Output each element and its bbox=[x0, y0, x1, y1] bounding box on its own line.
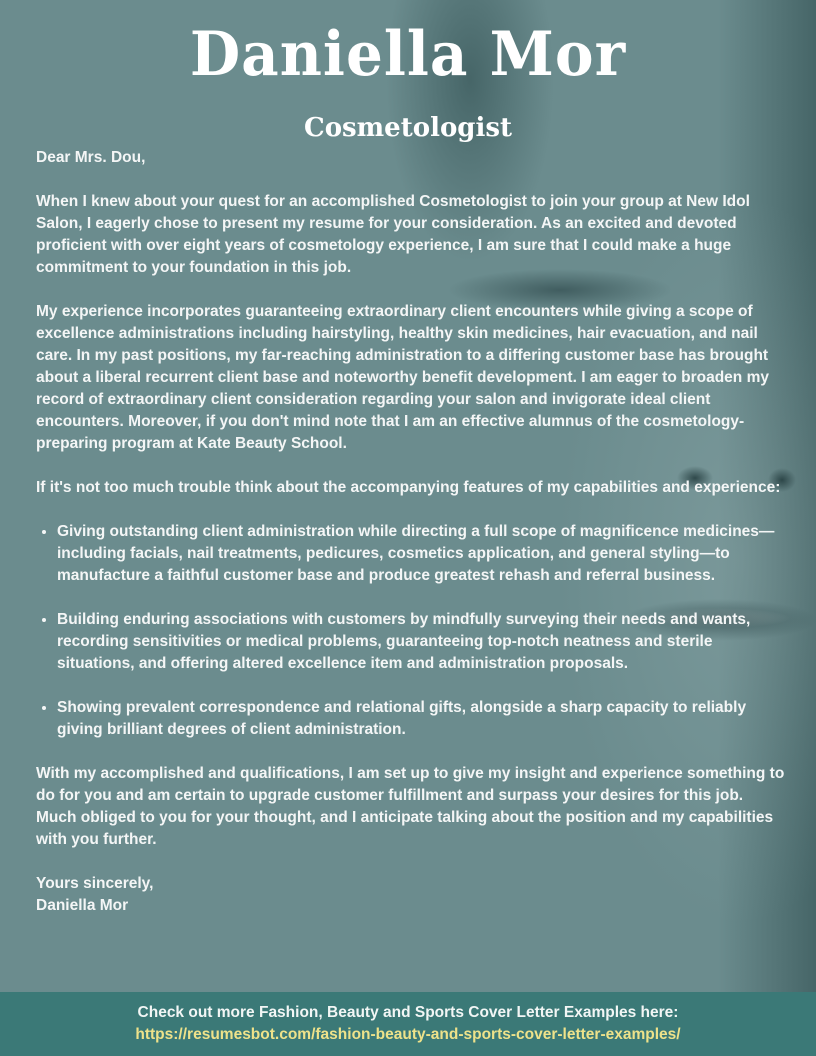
list-item: • Giving outstanding client administration while directing a full scope of magnificence medicines—including facials, nail treatments, pedicures, cosmetics application, and general styling—to manufacture a faithful customer base and produce greatest rehash and referral business. bbox=[57, 521, 786, 587]
paragraph-closing: With my accomplished and qualifications, I am set up to give my insight and experience something to do for you and am certain to upgrade customer fulfillment and surpass your desires for this job. Much obliged to you for your thought, and I anticipate talking about the position and my capabilities with you further. bbox=[36, 765, 785, 848]
highlights-list bbox=[36, 521, 786, 741]
paragraph-experience: My experience incorporates guaranteeing extraordinary client encounters while giving a scope of excellence administrations including hairstyling, healthy skin medicines, hair evacuation, and nail care. In my past positions, my far-reaching administration to a differing customer base has brought about a liberal recurrent client base and noteworthy benefit development. I am eager to broaden my record of extraordinary client consideration regarding your salon and invigorate ideal client encounters. Moreover, if you don't mind note that I am an effective alumnus of the cosmetology-preparing program at Kate Beauty School. bbox=[36, 303, 769, 452]
footer-examples-link[interactable]: https://resumesbot.com/fashion-beauty-and-sports-cover-letter-examples/ bbox=[135, 1026, 681, 1043]
signature: Daniella Mor bbox=[36, 897, 129, 914]
paragraph-intro: When I knew about your quest for an accomplished Cosmetologist to join your group at New Idol Salon, I eagerly chose to present my resume for your consideration. As an excited and devoted proficient with over eight years of cosmetology experience, I am sure that I could make a huge commitment to your foundation in this job. bbox=[36, 193, 750, 276]
list-item: • Showing prevalent correspondence and relational gifts, alongside a sharp capacity to reliably giving brilliant degrees of client administration. bbox=[57, 697, 786, 741]
job-title: Cosmetologist bbox=[304, 113, 512, 143]
signoff: Yours sincerely, bbox=[36, 875, 154, 892]
letter-body bbox=[36, 147, 786, 917]
footer-banner bbox=[0, 992, 816, 1056]
salutation: Dear Mrs. Dou, bbox=[36, 149, 146, 166]
footer-cta-text: Check out more Fashion, Beauty and Sports Cover Letter Examples here: bbox=[137, 1004, 679, 1021]
paragraph-highlights-lead: If it's not too much trouble think about the accompanying features of my capabilities and experience: bbox=[36, 479, 781, 496]
list-item: • Building enduring associations with customers by mindfully surveying their needs and wants, recording sensitivities or medical problems, guaranteeing top-notch neatness and sterile situations, and offering altered excellence item and administration proposals. bbox=[57, 609, 786, 675]
applicant-name: Daniella Mor bbox=[189, 18, 627, 90]
